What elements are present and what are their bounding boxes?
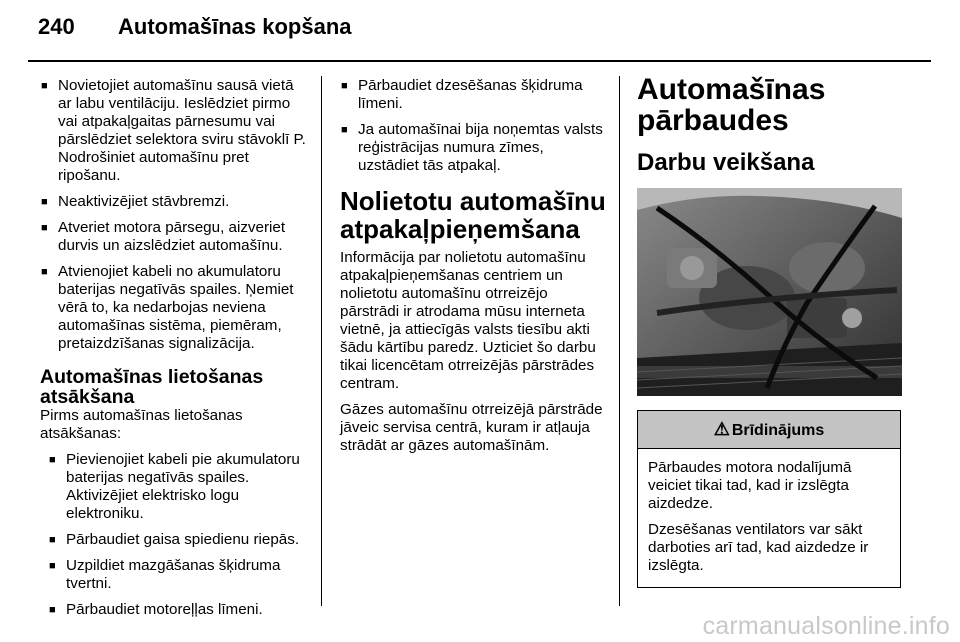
list-item: ■ Pārbaudiet dzesēšanas šķidruma līmeni. — [340, 77, 606, 113]
warning-body — [638, 449, 900, 587]
warning-box — [637, 410, 901, 588]
column-2 — [340, 77, 606, 463]
list-item: ■ Novietojiet automašīnu sausā vietā ar labu ventilāciju. Ieslēdziet pirmo vai atpakaļgaitas pārnesumu vai pārslēdziet selektora sviru stāvoklī P. Nodrošiniet automašīnu pret ripošanu. — [40, 77, 308, 185]
subheading-work: Darbu veikšana — [637, 149, 815, 176]
page-number: 240 — [38, 14, 75, 39]
warning-paragraph-2: Dzesēšanas ventilators var sākt darboties arī tad, kad aizdedze ir izslēgta. — [648, 521, 869, 574]
recycling-paragraph-2: Gāzes automašīnu otrreizējā pārstrāde jāveic servisa centrā, kuram ir atļauja strādāt ar gāzes automašīnām. — [340, 401, 603, 454]
section-heading-checks: Automašīnas pārbaudes — [637, 73, 826, 137]
restart-intro: Pirms automašīnas lietošanas atsākšanas: — [40, 407, 243, 442]
list-item: ■ Uzpildiet mazgāšanas šķidruma tvertni. — [48, 557, 308, 593]
header-divider — [28, 60, 931, 62]
section-heading-restart: Automašīnas lietošanas atsākšana — [40, 366, 264, 408]
page-title: Automašīnas kopšana — [118, 14, 352, 39]
warning-header — [638, 411, 900, 449]
watermark: carmanualsonline.info — [702, 612, 950, 640]
list-item: ■ Atveriet motora pārsegu, aizveriet durvis un aizslēdziet automašīnu. — [40, 219, 308, 255]
list-item: ■ Pārbaudiet gaisa spiedienu riepās. — [48, 531, 308, 549]
column-divider-2 — [619, 76, 620, 606]
section-heading-recycling: Nolietotu automašīnu atpakaļpieņemšana — [340, 186, 606, 244]
column-divider-1 — [321, 76, 322, 606]
list-item: ■ Pārbaudiet motoreļļas līmeni. — [48, 601, 308, 619]
list-item: ■ Atvienojiet kabeli no akumulatoru baterijas negatīvās spailes. Ņemiet vērā to, ka nedarbojas neviena automašīnas sistēma, piemēram, pretaizdzīšanas signalizācija. — [40, 263, 308, 353]
engine-bay-photo — [637, 188, 902, 396]
warning-paragraph-1: Pārbaudes motora nodalījumā veiciet tikai tad, kad ir izslēgta aizdedze. — [648, 459, 852, 512]
page-header — [0, 0, 960, 62]
list-item: ■ Ja automašīnai bija noņemtas valsts reģistrācijas numura zīmes, uzstādiet tās atpakaļ. — [340, 121, 606, 175]
warning-title: Brīdinājums — [731, 422, 825, 439]
warning-triangle-icon: ⚠ — [713, 419, 730, 439]
recycling-paragraph-1: Informācija par nolietotu automašīnu atpakaļpieņemšanas centriem un nolietotu automašīnu otrreizējo pārstrādi ir atrodama mūsu interneta vietnē, ja attiecīgās valsts tiesību akti šādu kārtību paredz. Uzticiet šo darbu tikai licencētam otrreizējās pārstrādes centram. — [340, 249, 596, 392]
list-item: ■ Neaktivizējiet stāvbremzi. — [40, 193, 308, 211]
column-1 — [40, 77, 308, 627]
column-3 — [637, 74, 902, 588]
list-item: ■ Pievienojiet kabeli pie akumulatoru baterijas negatīvās spailes. Aktivizējiet elektrisko logu elektroniku. — [48, 451, 308, 523]
